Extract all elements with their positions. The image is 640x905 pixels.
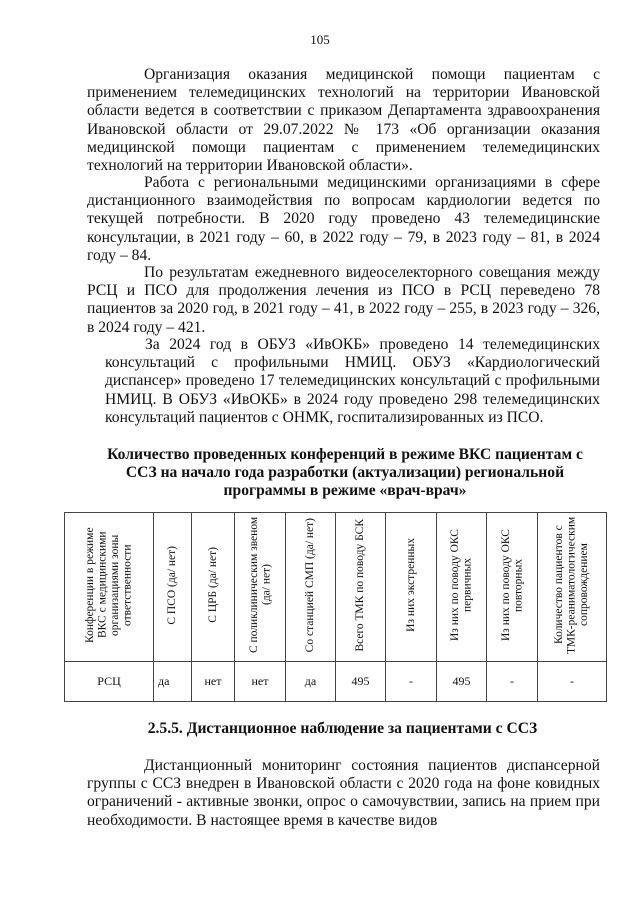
table-header-row (65, 513, 607, 662)
section-heading: 2.5.5. Дистанционное наблюдение за пациентами с ССЗ (147, 720, 538, 737)
table-row (65, 662, 607, 702)
paragraph-nmic-consultations: За 2024 год в ОБУЗ «ИвОКБ» проведено 14 телемедицинских консультаций с профильными НМИЦ. ОБУЗ «Кардиологический диспансер» проведено 17 телемедицинских консультаций с профильными НМИЦ. В ОБУЗ «ИвОКБ» в 2024 году проведено 298 телемедицинских консультаций пациентов с ОНМК, госпитализированных из ПСО. (105, 336, 600, 426)
vks-conferences-table (64, 512, 607, 702)
header-cell: Количество пациентов с ТМК-реаниматологическим сопровождением (538, 513, 607, 662)
header-cell: Из них экстренных (386, 513, 437, 662)
paragraph-patient-transfers: По результатам ежедневного видеоселекторного совещания между РСЦ и ПСО для продолжения лечения из ПСО в РСЦ переведено 78 пациентов за 2020 год, в 2021 году – 41, в 2022 году – 255, в 2023 году – 326, в 2024 году – 421. (87, 264, 600, 336)
table-cell: да (154, 662, 192, 702)
table-cell: да (286, 662, 336, 702)
header-cell: Всего ТМК по поводу БСК (336, 513, 386, 662)
table-cell: нет (192, 662, 235, 702)
paragraph-regional-cardiology: Работа с региональными медицинскими организациями в сфере дистанционного взаимодействия по вопросам кардиологии ведется по текущей потребности. В 2020 году проведено 43 телемедицинские консультации, в 2021 году – 60, в 2022 году – 79, в 2023 году – 81, в 2024 году – 84. (87, 174, 600, 264)
paragraph-telemedicine-order: Организация оказания медицинской помощи пациентам с применением телемедицинских технологий на территории Ивановской области ведется в соответствии с приказом Департамента здравоохранения Ивановской области от 29.07.2022 № 173 «Об организации оказания медицинской помощи пациентам с применением телемедицинских технологий на территории Ивановской области». (87, 66, 600, 175)
header-cell: Из них по поводу ОКС повторных (487, 513, 538, 662)
table-cell: - (386, 662, 437, 702)
header-cell: Конференции в режиме ВКС с медицинскими организациями зоны ответственности (65, 513, 154, 662)
header-cell: С поликлиническим звеном (да/ нет) (235, 513, 286, 662)
page-number: 105 (310, 32, 330, 47)
header-cell: Из них по поводу ОКС первичных (437, 513, 487, 662)
header-cell: Со станцией СМП (да/ нет) (286, 513, 336, 662)
paragraph-remote-monitoring: Дистанционный мониторинг состояния пациентов диспансерной группы с ССЗ внедрен в Ивановской области с 2020 года на фоне ковидных ограничений - активные звонки, опрос о самочувствии, запись на прием при необходимости. В настоящее время в качестве видов (87, 757, 600, 829)
table-cell: 495 (437, 662, 487, 702)
header-cell: С ЦРБ (да/ нет) (192, 513, 235, 662)
table-cell: нет (235, 662, 286, 702)
table-cell: - (538, 662, 607, 702)
table-cell: - (487, 662, 538, 702)
table-title: Количество проведенных конференций в режиме ВКС пациентам с ССЗ на начало года разработки (актуализации) региональной программы в режиме «врач-врач» (107, 446, 583, 499)
table-cell: РСЦ (65, 662, 154, 702)
table-cell: 495 (336, 662, 386, 702)
header-cell: С ПСО (да/ нет) (154, 513, 192, 662)
